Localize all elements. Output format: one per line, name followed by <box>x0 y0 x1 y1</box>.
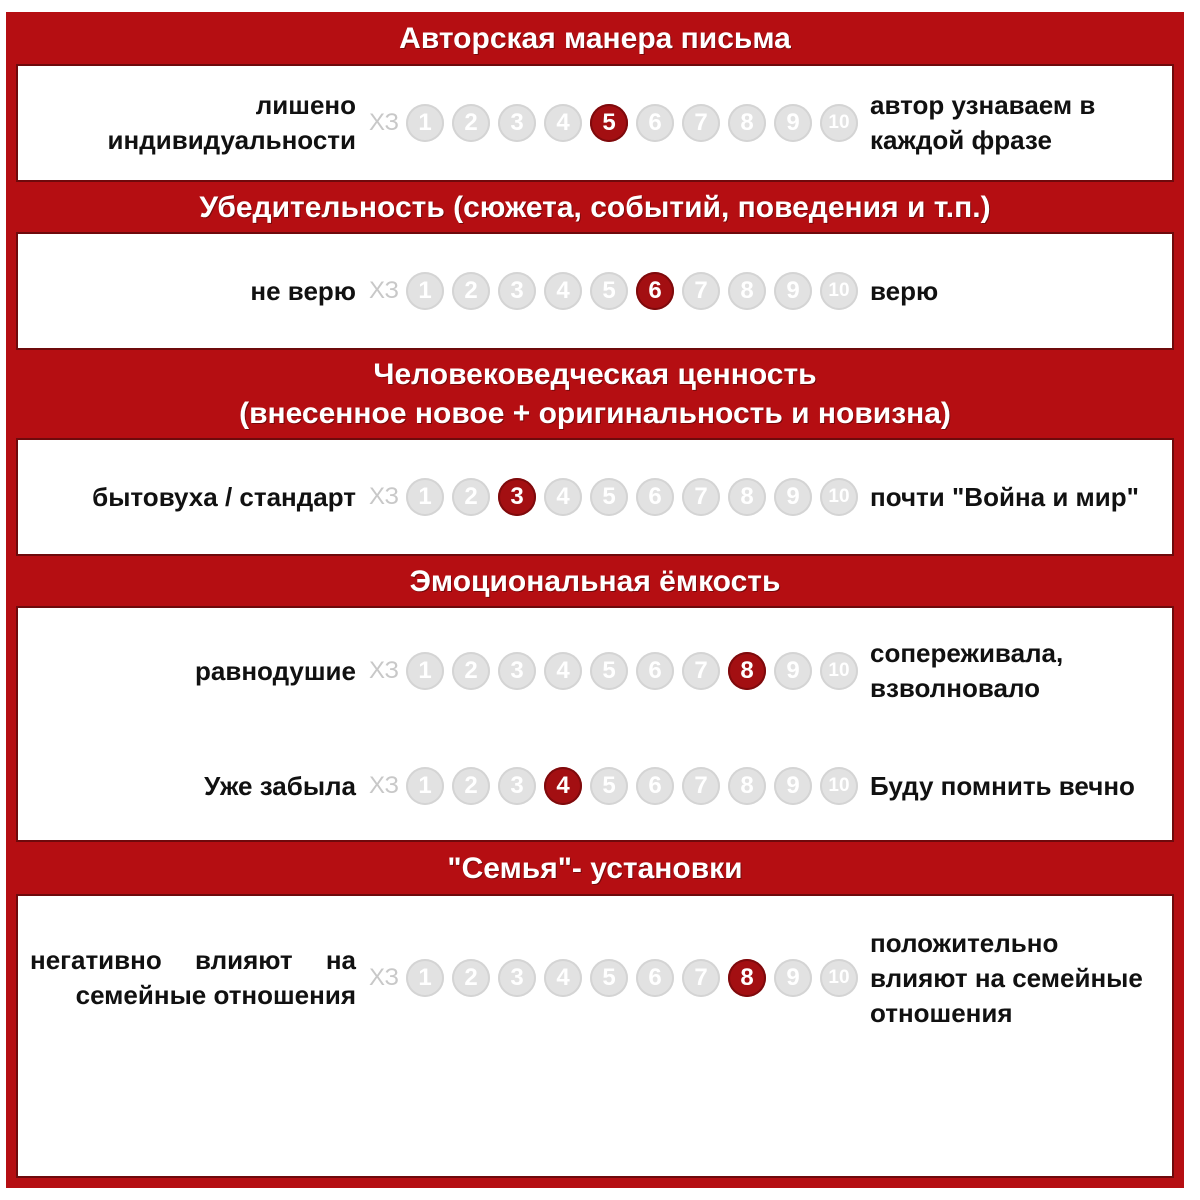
rating-circle[interactable]: 9 <box>774 478 812 516</box>
dont-know-option[interactable]: ХЗ <box>369 277 399 304</box>
rating-circle[interactable]: 10 <box>820 272 858 310</box>
rating-circle[interactable]: 6 <box>636 959 674 997</box>
rating-circle[interactable]: 8 <box>728 104 766 142</box>
rating-circle[interactable]: 7 <box>682 104 720 142</box>
left-label: Уже забыла <box>204 770 356 801</box>
rating-circle[interactable]: 5 <box>590 959 628 997</box>
dont-know-option[interactable]: ХЗ <box>369 483 399 510</box>
section-header-family <box>6 842 1184 894</box>
rating-circle[interactable]: 6 <box>636 652 674 690</box>
rating-circle-selected[interactable]: 6 <box>636 272 674 310</box>
rating-circle[interactable]: 8 <box>728 478 766 516</box>
section-title: Эмоциональная ёмкость <box>409 564 781 598</box>
section-panel-authorial-style <box>16 64 1174 182</box>
section-panel-family <box>16 894 1174 1178</box>
right-label: автор узнаваем в каждой фразе <box>870 90 1096 155</box>
section-panel-emotional-capacity <box>16 606 1174 842</box>
left-label: лишено индивидуальности <box>107 90 356 155</box>
rating-row <box>18 614 1172 728</box>
rating-circle[interactable]: 1 <box>406 272 444 310</box>
section-header-authorial-style <box>6 12 1184 64</box>
section-panel-credibility <box>16 232 1174 350</box>
dont-know-option[interactable]: ХЗ <box>369 657 399 684</box>
rating-circle[interactable]: 10 <box>820 652 858 690</box>
rating-circle[interactable]: 3 <box>498 652 536 690</box>
rating-circle[interactable]: 7 <box>682 478 720 516</box>
rating-circle-selected[interactable]: 5 <box>590 104 628 142</box>
rating-circle[interactable]: 1 <box>406 767 444 805</box>
section-header-credibility <box>6 182 1184 232</box>
rating-circle[interactable]: 6 <box>636 104 674 142</box>
left-label: бытовуха / стандарт <box>92 481 356 512</box>
right-label: положительно влияют на семейные отношения <box>870 927 1143 1028</box>
rating-circle[interactable]: 10 <box>820 478 858 516</box>
rating-circle[interactable]: 2 <box>452 767 490 805</box>
right-label: сопереживала, взволновало <box>870 638 1064 703</box>
rating-circle[interactable]: 6 <box>636 767 674 805</box>
dont-know-option[interactable]: ХЗ <box>369 772 399 799</box>
rating-circle[interactable]: 4 <box>544 959 582 997</box>
rating-circle[interactable]: 7 <box>682 272 720 310</box>
left-label: равнодушие <box>195 655 356 686</box>
rating-circle[interactable]: 2 <box>452 652 490 690</box>
rating-circle[interactable]: 5 <box>590 652 628 690</box>
rating-circle[interactable]: 4 <box>544 104 582 142</box>
rating-scale <box>406 652 858 690</box>
rating-circle[interactable]: 3 <box>498 104 536 142</box>
section-title-line-2: (внесенное новое + оригинальность и новизна) <box>239 397 951 430</box>
rating-circle[interactable]: 4 <box>544 272 582 310</box>
rating-row <box>18 66 1172 180</box>
right-label: верю <box>870 275 939 306</box>
rating-circle[interactable]: 10 <box>820 767 858 805</box>
rating-circle[interactable]: 9 <box>774 959 812 997</box>
section-title: Авторская манера письма <box>399 21 791 55</box>
rating-scale <box>406 767 858 805</box>
right-label: Буду помнить вечно <box>870 770 1135 801</box>
rating-circle[interactable]: 8 <box>728 272 766 310</box>
left-label: негативно влияют на семейные отношения <box>30 945 356 1010</box>
rating-row <box>18 234 1172 348</box>
rating-circle[interactable]: 1 <box>406 478 444 516</box>
rating-circle-selected[interactable]: 4 <box>544 767 582 805</box>
rating-row <box>18 730 1172 842</box>
rating-circle[interactable]: 9 <box>774 272 812 310</box>
rating-circle[interactable]: 1 <box>406 652 444 690</box>
rating-circle[interactable]: 2 <box>452 104 490 142</box>
rating-circle[interactable]: 2 <box>452 272 490 310</box>
rating-circle[interactable]: 5 <box>590 767 628 805</box>
rating-circle[interactable]: 4 <box>544 652 582 690</box>
rating-scale <box>406 104 858 142</box>
dont-know-option[interactable]: ХЗ <box>369 964 399 991</box>
rating-circle[interactable]: 2 <box>452 959 490 997</box>
rating-scale <box>406 478 858 516</box>
rating-row <box>18 896 1172 1060</box>
section-panel-human-value <box>16 438 1174 556</box>
rating-circle[interactable]: 2 <box>452 478 490 516</box>
rating-scale <box>406 272 858 310</box>
rating-circle[interactable]: 4 <box>544 478 582 516</box>
rating-circle[interactable]: 10 <box>820 104 858 142</box>
rating-circle[interactable]: 3 <box>498 767 536 805</box>
section-header-human-value <box>6 350 1184 438</box>
section-title: "Семья"- установки <box>447 851 743 885</box>
left-label: не верю <box>250 275 356 306</box>
rating-circle[interactable]: 3 <box>498 272 536 310</box>
section-title-line-1: Человековедческая ценность <box>373 358 817 391</box>
rating-card <box>6 12 1184 1188</box>
section-title: Убедительность (сюжета, событий, поведения и т.п.) <box>199 190 991 224</box>
rating-circle-selected[interactable]: 3 <box>498 478 536 516</box>
rating-circle[interactable]: 7 <box>682 767 720 805</box>
rating-circle[interactable]: 6 <box>636 478 674 516</box>
rating-circle[interactable]: 7 <box>682 959 720 997</box>
rating-circle[interactable]: 9 <box>774 652 812 690</box>
rating-circle[interactable]: 7 <box>682 652 720 690</box>
rating-circle[interactable]: 5 <box>590 478 628 516</box>
rating-circle[interactable]: 5 <box>590 272 628 310</box>
rating-circle-selected[interactable]: 8 <box>728 652 766 690</box>
rating-circle[interactable]: 1 <box>406 104 444 142</box>
rating-circle[interactable]: 10 <box>820 959 858 997</box>
rating-scale <box>406 959 858 997</box>
dont-know-option[interactable]: ХЗ <box>369 109 399 136</box>
rating-circle[interactable]: 9 <box>774 104 812 142</box>
rating-row <box>18 440 1172 554</box>
rating-circle[interactable]: 8 <box>728 767 766 805</box>
rating-circle[interactable]: 1 <box>406 959 444 997</box>
section-header-emotional-capacity <box>6 556 1184 606</box>
rating-circle[interactable]: 3 <box>498 959 536 997</box>
rating-circle-selected[interactable]: 8 <box>728 959 766 997</box>
rating-circle[interactable]: 9 <box>774 767 812 805</box>
right-label: почти "Война и мир" <box>870 481 1139 512</box>
